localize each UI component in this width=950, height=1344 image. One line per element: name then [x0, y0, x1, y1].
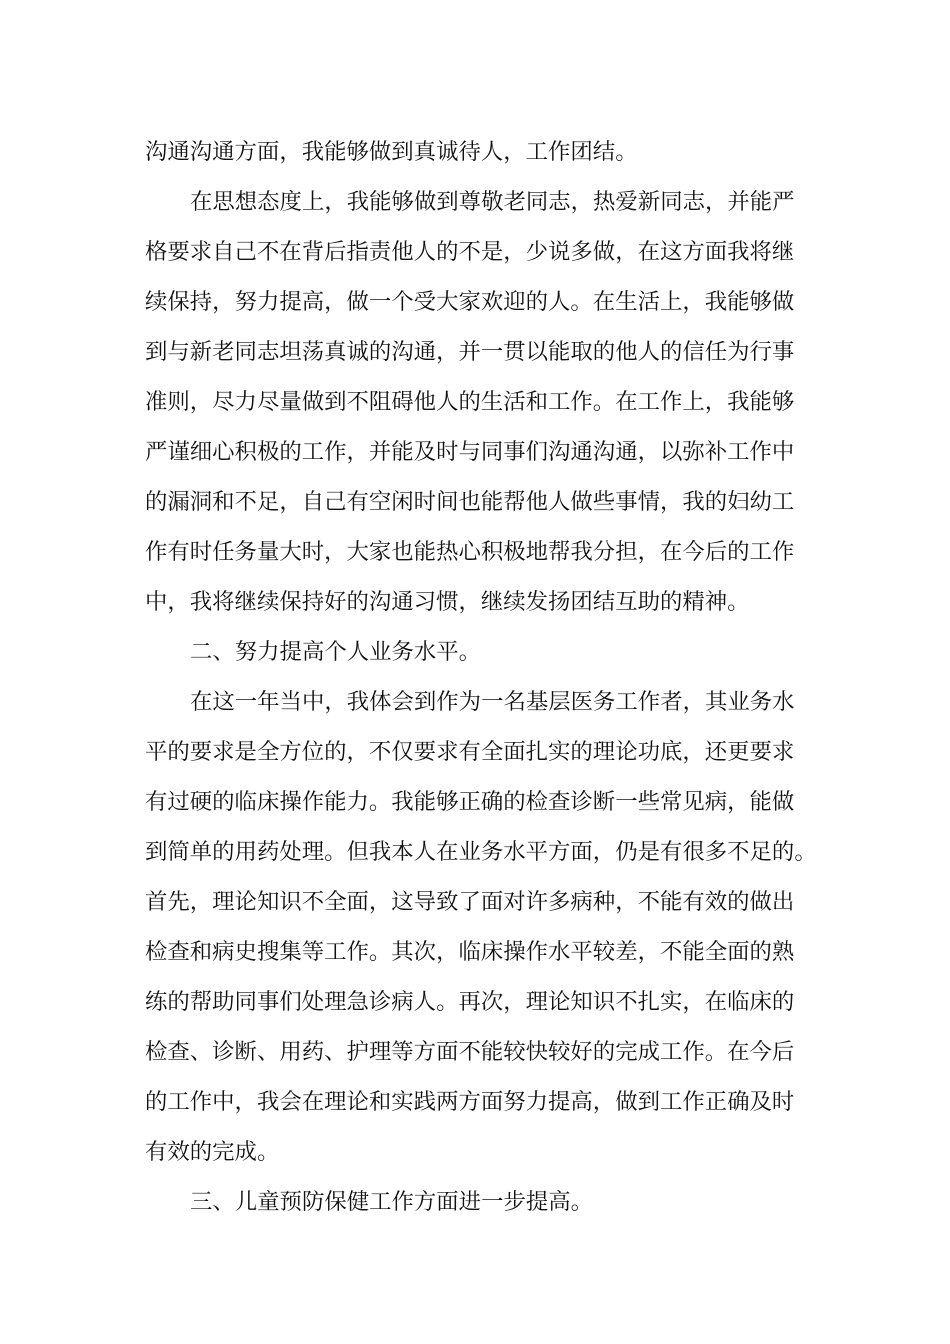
text-line: 续保持，努力提高，做一个受大家欢迎的人。在生活上，我能够做 [145, 289, 795, 315]
paragraph-first-line: 在这一年当中，我体会到作为一名基层医务工作者，其业务水 [190, 689, 795, 715]
text-line: 沟通沟通方面，我能够做到真诚待人，工作团结。 [145, 139, 638, 165]
text-line: 的漏洞和不足，自己有空闲时间也能帮他人做些事情，我的妇幼工 [145, 489, 795, 515]
paragraph-first-line: 在思想态度上，我能够做到尊敬老同志，热爱新同志，并能严 [190, 189, 795, 215]
section-heading: 二、努力提高个人业务水平。 [190, 639, 482, 665]
text-line: 准则，尽力尽量做到不阻碍他人的生活和工作。在工作上，我能够 [145, 389, 795, 415]
text-line: 作有时任务量大时，大家也能热心积极地帮我分担，在今后的工作 [145, 539, 795, 565]
text-line: 检查和病史搜集等工作。其次，临床操作水平较差，不能全面的熟 [145, 939, 795, 965]
text-line: 中，我将继续保持好的沟通习惯，继续发扬团结互助的精神。 [145, 589, 750, 615]
text-line: 首先，理论知识不全面，这导致了面对许多病种，不能有效的做出 [145, 889, 795, 915]
text-line: 到与新老同志坦荡真诚的沟通，并一贯以能取的他人的信任为行事 [145, 339, 795, 365]
text-line: 格要求自己不在背后指责他人的不是，少说多做，在这方面我将继 [145, 239, 795, 265]
text-line: 的工作中，我会在理论和实践两方面努力提高，做到工作正确及时 [145, 1089, 795, 1115]
text-line: 严谨细心积极的工作，并能及时与同事们沟通沟通，以弥补工作中 [145, 439, 795, 465]
text-line: 检查、诊断、用药、护理等方面不能较快较好的完成工作。在今后 [145, 1039, 795, 1065]
text-line: 到简单的用药处理。但我本人在业务水平方面，仍是有很多不足的。 [145, 839, 817, 865]
section-heading: 三、儿童预防保健工作方面进一步提高。 [190, 1189, 594, 1215]
text-line: 有效的完成。 [145, 1139, 280, 1165]
text-line: 练的帮助同事们处理急诊病人。再次，理论知识不扎实，在临床的 [145, 989, 795, 1015]
text-line: 平的要求是全方位的，不仅要求有全面扎实的理论功底，还更要求 [145, 739, 795, 765]
text-line: 有过硬的临床操作能力。我能够正确的检查诊断一些常见病，能做 [145, 789, 795, 815]
